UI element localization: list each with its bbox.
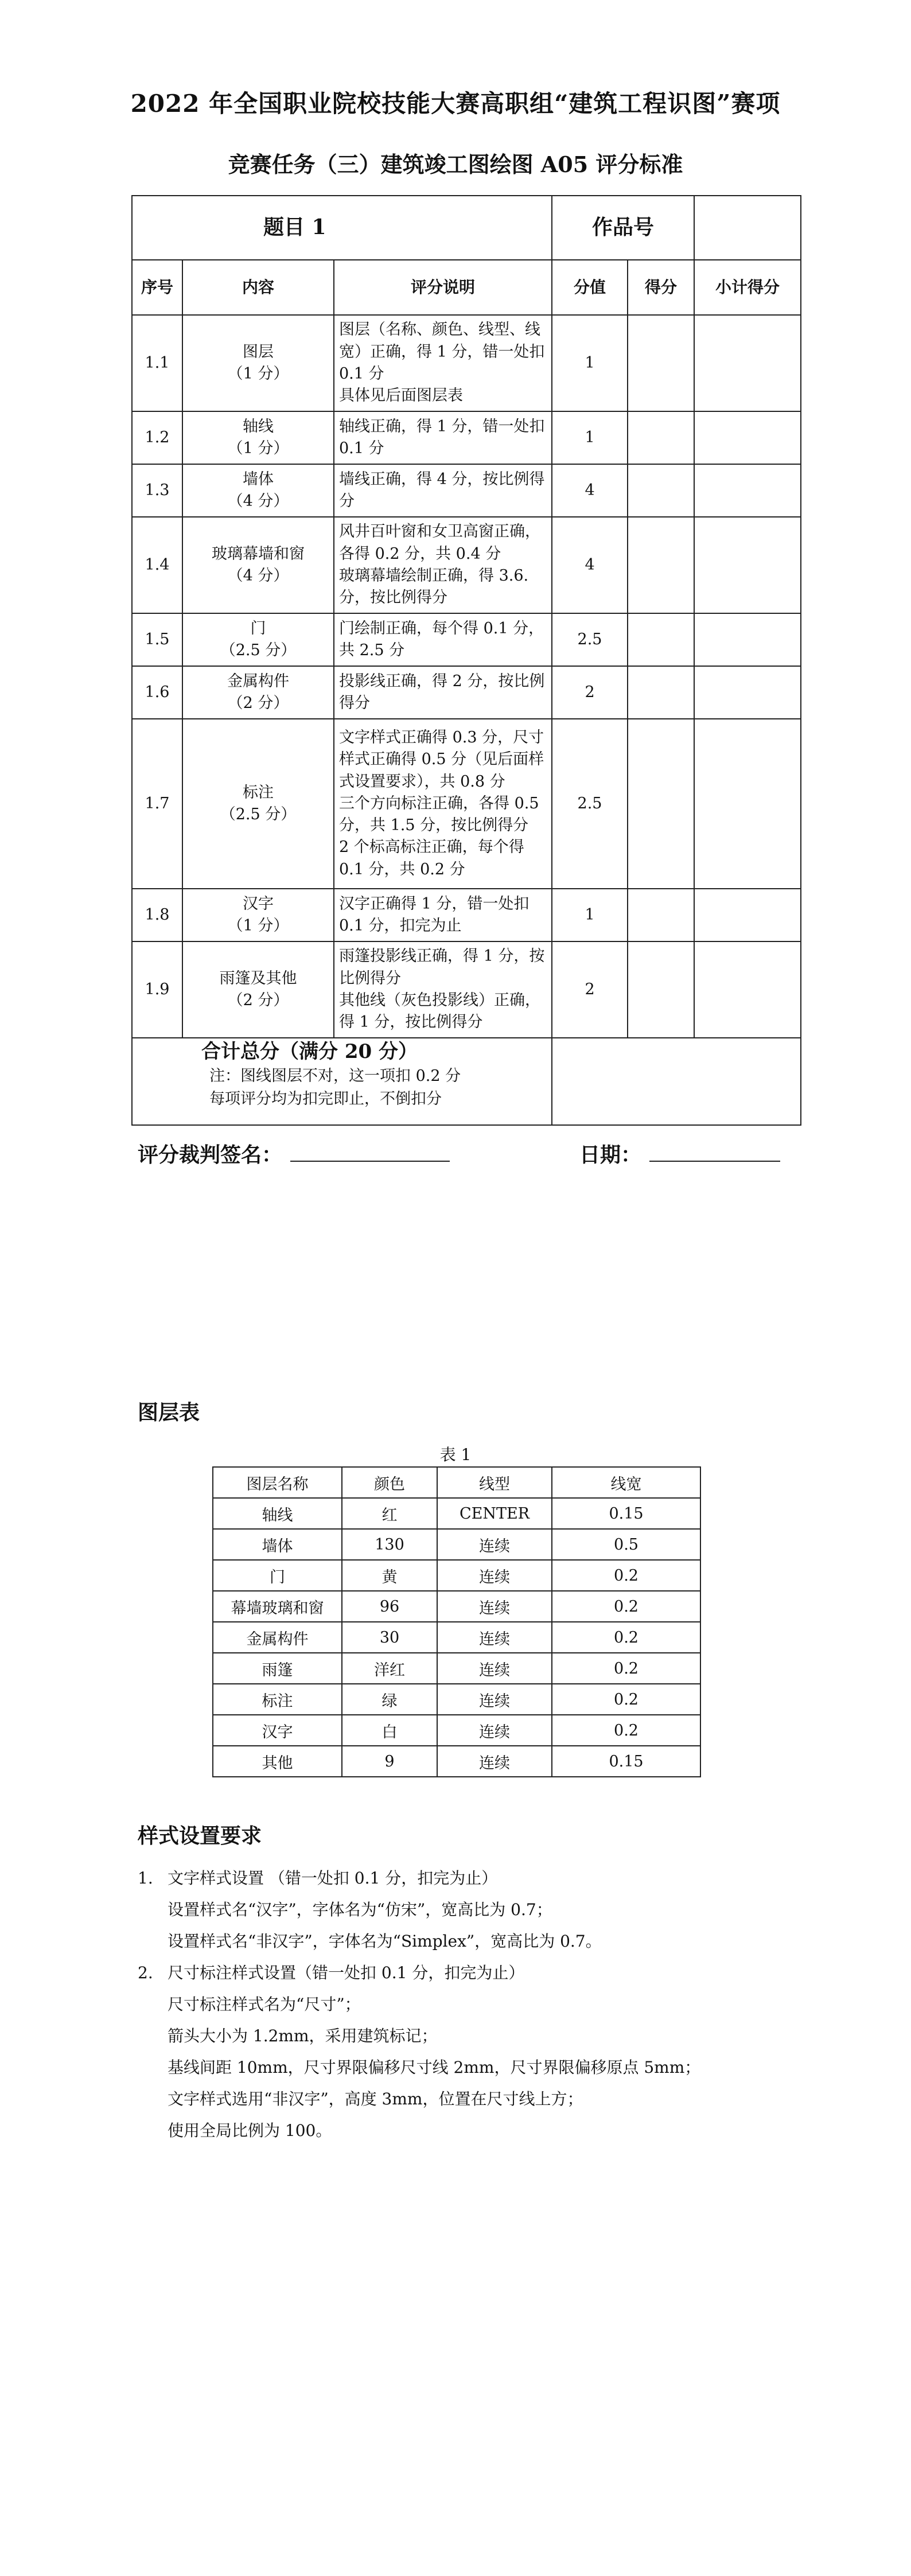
row-number: 1.6 <box>132 666 182 719</box>
layer-row <box>213 1529 700 1560</box>
document-subtitle: 竞赛任务（三）建筑竣工图绘图 A05 评分标准 <box>228 151 683 177</box>
col-header: 分值 <box>552 260 628 315</box>
col-header: 序号 <box>132 260 182 315</box>
requirement-number: 2. <box>138 1963 153 1982</box>
work-no-value <box>694 196 801 260</box>
requirement-line: 设置样式名“非汉字”，字体名为“Simplex”，宽高比为 0.7。 <box>168 1932 602 1951</box>
layer-cell: 连续 <box>437 1653 552 1684</box>
table-caption: 表 1 <box>439 1445 472 1464</box>
layer-row <box>213 1715 700 1746</box>
row-subtotal <box>694 889 801 941</box>
table-row <box>132 666 801 719</box>
layer-cell: 130 <box>342 1529 437 1560</box>
table-row <box>132 613 801 666</box>
row-number: 1.3 <box>132 464 182 517</box>
judge-signature <box>138 1139 450 1168</box>
row-got <box>628 613 694 666</box>
document-title: 2022 年全国职业院校技能大赛高职组“建筑工程识图”赛项 <box>130 90 781 118</box>
requirement-item <box>138 1957 700 2146</box>
layer-cell: 线宽 <box>552 1467 700 1498</box>
layer-cell: 轴线 <box>213 1498 342 1529</box>
date-label: 日期： <box>579 1143 642 1167</box>
layer-cell: 0.2 <box>552 1560 700 1591</box>
layer-cell: 连续 <box>437 1591 552 1622</box>
row-score: 2 <box>552 941 628 1038</box>
layer-cell: 0.15 <box>552 1498 700 1529</box>
row-subtotal <box>694 666 801 719</box>
style-requirements <box>138 1862 700 2146</box>
row-got <box>628 464 694 517</box>
requirement-item <box>138 1862 700 1957</box>
layer-cell: 连续 <box>437 1684 552 1715</box>
layer-cell: 金属构件 <box>213 1622 342 1653</box>
layer-row <box>213 1622 700 1653</box>
layer-cell: 30 <box>342 1622 437 1653</box>
layer-cell: 9 <box>342 1746 437 1777</box>
row-subtotal <box>694 315 801 411</box>
layer-table <box>212 1466 701 1777</box>
row-description: 投影线正确，得 2 分，按比例得分 <box>334 666 552 719</box>
total-note: 注：图线图层不对，这一项扣 0.2 分 <box>209 1067 461 1085</box>
row-description: 墙线正确，得 4 分，按比例得分 <box>334 464 552 517</box>
layer-cell: 连续 <box>437 1715 552 1746</box>
row-got <box>628 517 694 613</box>
layer-cell: 0.2 <box>552 1591 700 1622</box>
table-row <box>132 411 801 464</box>
layer-cell: 线型 <box>437 1467 552 1498</box>
row-score: 2.5 <box>552 613 628 666</box>
col-header: 内容 <box>182 260 334 315</box>
total-row <box>132 1038 801 1125</box>
layer-cell: 0.2 <box>552 1684 700 1715</box>
row-score: 1 <box>552 315 628 411</box>
layer-row <box>213 1591 700 1622</box>
row-number: 1.7 <box>132 719 182 889</box>
requirement-line: 设置样式名“汉字”，字体名为“仿宋”，宽高比为 0.7； <box>168 1900 552 1919</box>
layer-cell: 0.2 <box>552 1622 700 1653</box>
scoring-table <box>131 195 801 1126</box>
layer-cell: 0.2 <box>552 1653 700 1684</box>
row-content: 图层 （1 分） <box>182 315 334 411</box>
layer-cell: 连续 <box>437 1529 552 1560</box>
layer-cell: 0.5 <box>552 1529 700 1560</box>
row-subtotal <box>694 517 801 613</box>
row-description: 轴线正确，得 1 分，错一处扣 0.1 分 <box>334 411 552 464</box>
requirement-line: 箭头大小为 1.2mm，采用建筑标记； <box>168 2026 438 2045</box>
row-description: 风井百叶窗和女卫高窗正确，各得 0.2 分，共 0.4 分 玻璃幕墙绘制正确，得 3.6. 分，按比例得分 <box>334 517 552 613</box>
table-row <box>132 315 801 411</box>
work-no-label: 作品号 <box>552 196 694 260</box>
col-header: 得分 <box>628 260 694 315</box>
layer-cell: 洋红 <box>342 1653 437 1684</box>
row-description: 文字样式正确得 0.3 分，尺寸样式正确得 0.5 分（见后面样式设置要求），共 0.8 分 三个方向标注正确，各得 0.5 分，共 1.5 分，按比例得分 2 个标高标注正确，每个得 0.1 分，共 0.2 分 <box>334 719 552 889</box>
layer-row <box>213 1746 700 1777</box>
row-content: 玻璃幕墙和窗 （4 分） <box>182 517 334 613</box>
row-number: 1.8 <box>132 889 182 941</box>
layer-cell: 0.15 <box>552 1746 700 1777</box>
col-header: 评分说明 <box>334 260 552 315</box>
requirement-title: 尺寸标注样式设置（错一处扣 0.1 分，扣完为止） <box>168 1963 525 1982</box>
row-score: 4 <box>552 517 628 613</box>
requirement-title: 文字样式设置 （错一处扣 0.1 分，扣完为止） <box>168 1869 498 1888</box>
layer-row <box>213 1498 700 1529</box>
layer-cell: 颜色 <box>342 1467 437 1498</box>
layer-cell: 门 <box>213 1560 342 1591</box>
row-subtotal <box>694 613 801 666</box>
table-row <box>132 719 801 889</box>
layer-cell: 红 <box>342 1498 437 1529</box>
table-row <box>132 941 801 1038</box>
total-cell <box>132 1038 552 1125</box>
layer-cell: 连续 <box>437 1622 552 1653</box>
row-subtotal <box>694 464 801 517</box>
row-got <box>628 889 694 941</box>
row-content: 门 （2.5 分） <box>182 613 334 666</box>
row-number: 1.4 <box>132 517 182 613</box>
row-content: 汉字 （1 分） <box>182 889 334 941</box>
row-description: 雨篷投影线正确，得 1 分，按比例得分 其他线（灰色投影线）正确，得 1 分，按比例得分 <box>334 941 552 1038</box>
table-row <box>132 517 801 613</box>
row-got <box>628 315 694 411</box>
layer-cell: 墙体 <box>213 1529 342 1560</box>
row-content: 雨篷及其他 （2 分） <box>182 941 334 1038</box>
layer-header-row <box>213 1467 700 1498</box>
row-score: 1 <box>552 411 628 464</box>
row-description: 门绘制正确，每个得 0.1 分，共 2.5 分 <box>334 613 552 666</box>
row-number: 1.5 <box>132 613 182 666</box>
total-title: 合计总分（满分 20 分） <box>201 1040 418 1063</box>
layer-row <box>213 1653 700 1684</box>
row-number: 1.9 <box>132 941 182 1038</box>
row-score: 2.5 <box>552 719 628 889</box>
row-subtotal <box>694 719 801 889</box>
row-content: 标注 （2.5 分） <box>182 719 334 889</box>
layer-row <box>213 1684 700 1715</box>
layer-section-heading: 图层表 <box>138 1400 200 1425</box>
requirement-number: 1. <box>138 1869 153 1888</box>
requirement-line: 尺寸标注样式名为“尺寸”； <box>168 1995 361 2014</box>
row-score: 1 <box>552 889 628 941</box>
row-number: 1.1 <box>132 315 182 411</box>
layer-cell: 连续 <box>437 1560 552 1591</box>
header-row <box>132 260 801 315</box>
row-got <box>628 719 694 889</box>
layer-cell: 黄 <box>342 1560 437 1591</box>
layer-cell: 幕墙玻璃和窗 <box>213 1591 342 1622</box>
judge-signature-label: 评分裁判签名： <box>138 1143 283 1167</box>
judge-signature-line <box>290 1143 450 1162</box>
requirement-line: 文字样式选用“非汉字”，高度 3mm，位置在尺寸线上方； <box>168 2089 583 2108</box>
layer-cell: 连续 <box>437 1746 552 1777</box>
row-score: 4 <box>552 464 628 517</box>
row-content: 金属构件 （2 分） <box>182 666 334 719</box>
row-number: 1.2 <box>132 411 182 464</box>
total-note: 每项评分均为扣完即止，不倒扣分 <box>209 1090 442 1108</box>
layer-cell: 图层名称 <box>213 1467 342 1498</box>
col-header: 小计得分 <box>694 260 801 315</box>
date-line <box>649 1143 780 1162</box>
layer-row <box>213 1560 700 1591</box>
layer-cell: 雨篷 <box>213 1653 342 1684</box>
layer-cell: 白 <box>342 1715 437 1746</box>
table-row <box>132 889 801 941</box>
requirement-line: 基线间距 10mm，尺寸界限偏移尺寸线 2mm，尺寸界限偏移原点 5mm； <box>168 2058 701 2077</box>
layer-cell: 标注 <box>213 1684 342 1715</box>
layer-cell: CENTER <box>437 1498 552 1529</box>
date-field <box>579 1139 780 1168</box>
layer-cell: 0.2 <box>552 1715 700 1746</box>
row-got <box>628 941 694 1038</box>
row-score: 2 <box>552 666 628 719</box>
row-content: 轴线 （1 分） <box>182 411 334 464</box>
row-description: 汉字正确得 1 分，错一处扣 0.1 分，扣完为止 <box>334 889 552 941</box>
requirement-line: 使用全局比例为 100。 <box>168 2121 332 2140</box>
row-got <box>628 666 694 719</box>
row-subtotal <box>694 941 801 1038</box>
row-content: 墙体 （4 分） <box>182 464 334 517</box>
layer-cell: 汉字 <box>213 1715 342 1746</box>
style-section-heading: 样式设置要求 <box>138 1824 262 1848</box>
topic-row <box>132 196 801 260</box>
topic-label: 题目 1 <box>132 196 552 260</box>
total-score-cell <box>552 1038 801 1125</box>
row-description: 图层（名称、颜色、线型、线宽）正确，得 1 分，错一处扣 0.1 分 具体见后面图层表 <box>334 315 552 411</box>
layer-cell: 96 <box>342 1591 437 1622</box>
row-got <box>628 411 694 464</box>
layer-cell: 其他 <box>213 1746 342 1777</box>
table-row <box>132 464 801 517</box>
row-subtotal <box>694 411 801 464</box>
layer-cell: 绿 <box>342 1684 437 1715</box>
